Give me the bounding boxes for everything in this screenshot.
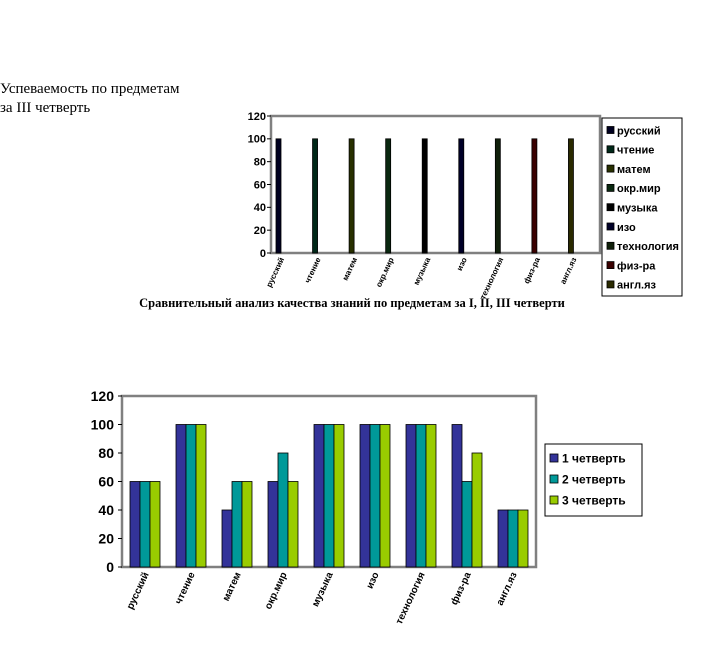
y-tick-label: 40	[253, 202, 266, 215]
category-label: матем	[220, 570, 244, 603]
legend-label: музыка	[617, 202, 658, 215]
legend-label: технология	[617, 241, 679, 254]
bar-3 четверть-окр.мир	[288, 482, 298, 568]
bar-3 четверть-русский	[150, 482, 160, 568]
legend-label: 3 четверть	[562, 493, 626, 508]
y-tick-label: 100	[90, 416, 114, 433]
legend-swatch	[607, 262, 614, 269]
bar-1 четверть-окр.мир	[268, 482, 278, 568]
bar-1 четверть-русский	[130, 482, 140, 568]
bar-2 четверть-физ-ра	[462, 482, 472, 568]
bar-1 четверть-технология	[406, 425, 416, 568]
bar-технология-технология	[495, 139, 500, 253]
bar-1 четверть-чтение	[176, 425, 186, 568]
category-label: окр.мир	[262, 570, 290, 612]
category-label: музыка	[310, 570, 336, 609]
legend-swatch	[607, 146, 614, 153]
bar-2 четверть-музыка	[324, 425, 334, 568]
bar-2 четверть-матем	[232, 482, 242, 568]
category-label: изо	[454, 256, 469, 273]
y-tick-label: 60	[98, 473, 114, 490]
bar-англ.яз-англ.яз	[568, 139, 573, 253]
y-tick-label: 80	[253, 156, 266, 169]
legend-swatch	[607, 127, 614, 134]
legend-swatch	[607, 281, 614, 288]
title-line-2: за III четверть	[0, 100, 91, 116]
bar-2 четверть-чтение	[186, 425, 196, 568]
bar-2 четверть-окр.мир	[278, 453, 288, 567]
legend-label: 2 четверть	[562, 472, 626, 487]
y-tick-label: 80	[98, 444, 114, 461]
bar-изо-изо	[459, 139, 464, 253]
category-label: технология	[393, 570, 428, 627]
y-tick-label: 0	[259, 247, 266, 260]
legend-label: изо	[617, 221, 636, 234]
bar-1 четверть-матем	[222, 510, 232, 567]
bar-1 четверть-музыка	[314, 425, 324, 568]
bar-2 четверть-русский	[140, 482, 150, 568]
category-label: музыка	[411, 256, 433, 287]
category-label: матем	[340, 256, 360, 283]
category-label: чтение	[173, 570, 198, 607]
category-label: англ.яз	[494, 570, 520, 608]
bar-2 четверть-технология	[416, 425, 426, 568]
bar-1 четверть-изо	[360, 425, 370, 568]
legend-swatch	[550, 496, 558, 504]
bar-1 четверть-физ-ра	[452, 425, 462, 568]
category-label: русский	[264, 256, 287, 289]
bar-3 четверть-изо	[380, 425, 390, 568]
bar-3 четверть-технология	[426, 425, 436, 568]
category-label: англ.яз	[558, 256, 579, 286]
y-tick-label: 20	[98, 530, 114, 547]
category-label: русский	[124, 570, 152, 612]
y-tick-label: 0	[106, 558, 114, 575]
legend-label: матем	[617, 163, 651, 176]
y-tick-label: 40	[98, 501, 114, 518]
chart-1	[248, 111, 682, 301]
bar-окр.мир-окр.мир	[386, 139, 391, 253]
bar-матем-матем	[349, 139, 354, 253]
legend-label: англ.яз	[617, 279, 656, 292]
legend-label: русский	[617, 125, 661, 138]
bar-музыка-музыка	[422, 139, 427, 253]
bar-чтение-чтение	[313, 139, 318, 253]
y-tick-label: 120	[90, 387, 114, 404]
category-label: технология	[478, 256, 506, 301]
bar-3 четверть-физ-ра	[472, 453, 482, 567]
legend-swatch	[550, 475, 558, 483]
bar-3 четверть-музыка	[334, 425, 344, 568]
legend-swatch	[550, 454, 558, 462]
title-line-1: Успеваемость по предметам	[0, 81, 180, 97]
bar-физ-ра-физ-ра	[532, 139, 537, 253]
category-label: физ-ра	[449, 570, 474, 607]
category-label: физ-ра	[522, 256, 542, 286]
bar-русский-русский	[276, 139, 281, 253]
legend-swatch	[607, 242, 614, 249]
legend-swatch	[607, 165, 614, 172]
category-label: изо	[364, 570, 382, 591]
comparison-caption: Сравнительный анализ качества знаний по предметам за I, II, III четверти	[139, 296, 565, 310]
bar-3 четверть-чтение	[196, 425, 206, 568]
y-tick-label: 60	[253, 179, 266, 192]
y-tick-label: 120	[247, 110, 266, 123]
legend-label: 1 четверть	[562, 451, 626, 466]
bar-2 четверть-изо	[370, 425, 380, 568]
bar-2 четверть-англ.яз	[508, 510, 518, 567]
bar-3 четверть-матем	[242, 482, 252, 568]
bar-1 четверть-англ.яз	[498, 510, 508, 567]
category-label: чтение	[302, 256, 323, 285]
y-tick-label: 20	[253, 225, 266, 238]
legend-swatch	[607, 204, 614, 211]
legend-label: физ-ра	[617, 260, 656, 273]
chart-2	[91, 388, 642, 626]
legend-swatch	[607, 184, 614, 191]
y-tick-label: 100	[247, 133, 266, 146]
legend-swatch	[607, 223, 614, 230]
category-label: окр.мир	[374, 256, 396, 289]
bar-3 четверть-англ.яз	[518, 510, 528, 567]
legend-label: чтение	[617, 144, 655, 157]
plot-area	[271, 116, 600, 253]
legend-label: окр.мир	[617, 183, 661, 196]
